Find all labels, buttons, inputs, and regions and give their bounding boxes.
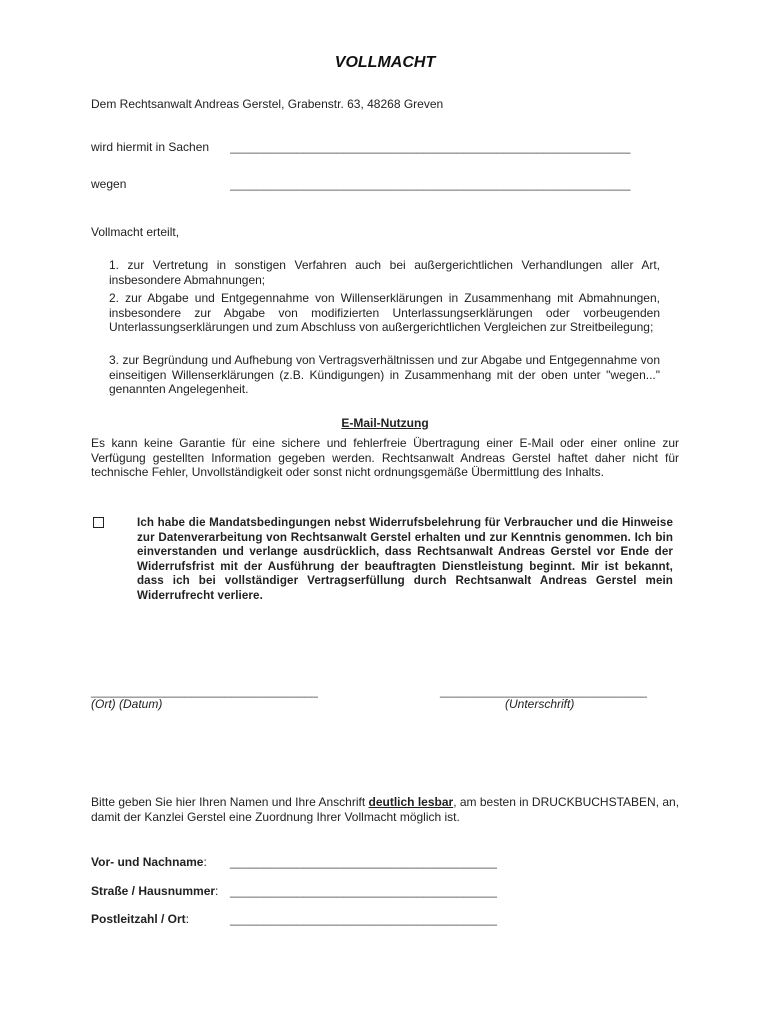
place-date-label: (Ort) (Datum) [91, 697, 163, 711]
document-title: VOLLMACHT [334, 54, 436, 71]
instructions-text [91, 795, 711, 825]
signature-label: (Unterschrift) [505, 697, 575, 711]
sachen-label: wird hiermit in Sachen [91, 140, 210, 154]
street-field[interactable]: ________________________________________ [230, 884, 497, 898]
instructions-before: Bitte geben Sie hier Ihren Namen und Ihre Anschrift [91, 795, 369, 809]
wegen-field[interactable]: ____________________________________________________________ [230, 177, 631, 191]
signature-line[interactable]: _______________________________ [440, 684, 647, 698]
name-label: Vor- und Nachname: [91, 855, 207, 869]
list-item: 1. zur Vertretung in sonstigen Verfahren auch bei außergerichtlichen Verhandlungen aller Art, insbesondere Abmahnungen; [109, 258, 660, 287]
name-field[interactable]: ________________________________________ [230, 855, 497, 869]
list-item: 2. zur Abgabe und Entgegennahme von Willenserklärungen in Zusammenhang mit Abmahnungen, insbesondere zur Abgabe von modifizierten Unterlassungserklärungen oder vorbeugenden Unterlassungserklärungen und zum Abschluss von außergerichtlichen Vergleichen zur Streitbeilegung; [109, 291, 660, 334]
street-label: Straße / Hausnummer: [91, 884, 219, 898]
intro-text: Dem Rechtsanwalt Andreas Gerstel, Grabenstr. 63, 48268 Greven [91, 97, 444, 111]
sachen-field[interactable]: ____________________________________________________________ [230, 140, 631, 154]
place-date-line[interactable]: __________________________________ [91, 684, 318, 698]
instructions-emphasis: deutlich lesbar [368, 795, 454, 809]
zip-city-label: Postleitzahl / Ort: [91, 912, 190, 926]
email-heading: E-Mail-Nutzung [341, 416, 429, 430]
list-item: 3. zur Begründung und Aufhebung von Vertragsverhältnissen und zur Abgabe und Entgegennahme von einseitigen Willenserklärungen (z.B. Kündigungen) in Zusammenhang mit der oben unter "wegen..." genannten Angelegenheit. [109, 353, 660, 396]
zip-city-field[interactable]: ________________________________________ [230, 912, 497, 926]
wegen-label: wegen [91, 177, 127, 191]
email-text: Es kann keine Garantie für eine sichere und fehlerfreie Übertragung einer E-Mail oder einer online zur Verfügung gestellten Information gegeben werden. Rechtsanwalt Andreas Gerstel haftet daher nicht für technische Fehler, Unvollständigkeit oder sonst nicht ordnungsgemäße Übermittlung des Inhalts. [91, 436, 679, 479]
instructions-after: , am besten in DRUCKBUCHSTABEN, an, damit der Kanzlei Gerstel eine Zuordnung Ihrer Vollmacht möglich ist. [91, 795, 680, 824]
vollmacht-erteilt-text: Vollmacht erteilt, [91, 225, 180, 239]
consent-text: Ich habe die Mandatsbedingungen nebst Widerrufsbelehrung für Verbraucher und die Hinweise zur Datenverarbeitung von Rechtsanwalt Gerstel erhalten und zur Kenntnis genommen. Ich bin einverstanden und verlange ausdrücklich, dass Rechtsanwalt Andreas Gerstel vor Ende der Widerrufsfrist mit der Ausführung der beauftragten Dienstleistung beginnt. Mir ist bekannt, dass ich bei vollständiger Vertragserfüllung durch Rechtsanwalt Andreas Gerstel mein Widerrufrecht verliere. [137, 516, 673, 602]
consent-checkbox[interactable] [93, 517, 104, 528]
